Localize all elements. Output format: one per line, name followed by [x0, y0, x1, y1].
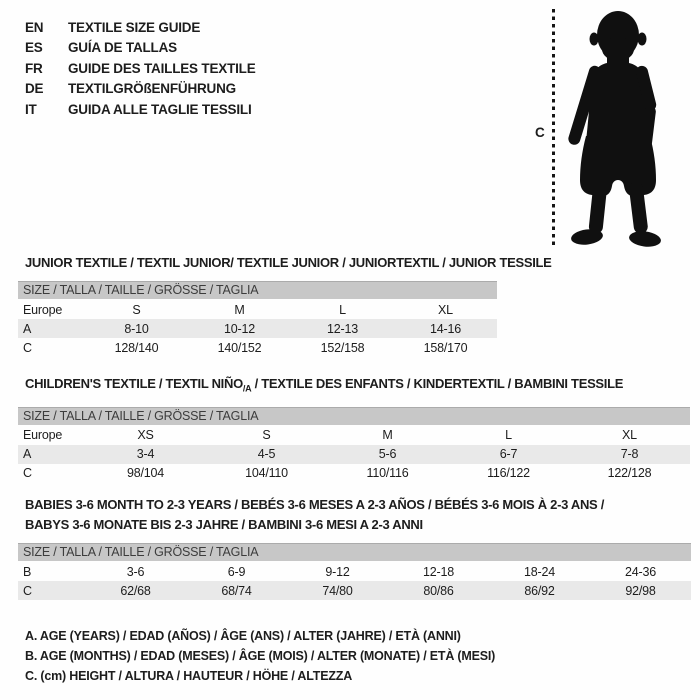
lang-label: TEXTILGRÖßENFÜHRUNG — [68, 81, 236, 97]
size-cell: 6-9 — [227, 564, 246, 579]
size-table-babies — [18, 562, 691, 600]
table-row — [18, 300, 497, 319]
size-cell: 68/74 — [221, 583, 252, 598]
size-cell: M — [234, 302, 245, 317]
table-title-line1: BABIES 3-6 MONTH TO 2-3 YEARS / BEBÉS 3-6 MESES A 2-3 AÑOS / BÉBÉS 3-6 MOIS À 2-3 ANS / — [25, 497, 605, 512]
note-age-months: B. AGE (MONTHS) / EDAD (MESES) / ÂGE (MOIS) / ALTER (MONATE) / ETÀ (MESI) — [25, 649, 496, 663]
table-title — [25, 495, 691, 535]
lang-row-es — [25, 38, 256, 59]
size-cell: 74/80 — [322, 583, 353, 598]
size-cell: 3-6 — [126, 564, 145, 579]
table-title-line2: BABYS 3-6 MONATE BIS 2-3 JAHRE / BAMBINI 3-6 MESI A 2-3 ANNI — [25, 517, 423, 532]
size-cell: 18-24 — [524, 564, 555, 579]
table-title-text: / TEXTILE DES ENFANTS / KINDERTEXTIL / BAMBINI TESSILE — [251, 376, 624, 391]
table-section-junior — [18, 255, 552, 357]
size-table-children — [18, 426, 690, 483]
size-cell: 92/98 — [625, 583, 656, 598]
size-cell: 24-36 — [625, 564, 656, 579]
lang-label: GUIDA ALLE TAGLIE TESSILI — [68, 101, 252, 117]
table-title: JUNIOR TEXTILE / TEXTIL JUNIOR/ TEXTILE JUNIOR / JUNIORTEXTIL / JUNIOR TESSILE — [25, 255, 552, 270]
legend-notes — [25, 626, 495, 686]
size-cell: 62/68 — [120, 583, 151, 598]
size-table-junior — [18, 300, 497, 357]
lang-code: DE — [25, 81, 44, 97]
size-cell: 12-18 — [423, 564, 454, 579]
note-age-years: A. AGE (YEARS) / EDAD (AÑOS) / ÂGE (ANS) / ALTER (JAHRE) / ETÀ (ANNI) — [25, 629, 461, 643]
size-cell: XL — [438, 302, 453, 317]
size-cell: 116/122 — [487, 466, 530, 481]
table-title-text: CHILDREN'S TEXTILE / TEXTIL NIÑO — [25, 376, 243, 391]
size-cell: 4-5 — [257, 447, 276, 462]
size-cell: 86/92 — [524, 583, 555, 598]
size-header-bar: SIZE / TALLA / TAILLE / GRÖSSE / TAGLIA — [18, 281, 497, 299]
lang-row-it — [25, 99, 256, 120]
height-marker-label: C — [535, 125, 545, 140]
size-cell: XL — [622, 428, 637, 443]
size-header-bar: SIZE / TALLA / TAILLE / GRÖSSE / TAGLIA — [18, 543, 691, 561]
size-cell: 14-16 — [430, 321, 461, 336]
size-cell: 5-6 — [378, 447, 397, 462]
lang-label: GUÍA DE TALLAS — [68, 40, 177, 56]
row-label-cell: A — [23, 447, 32, 462]
size-cell: 104/110 — [245, 466, 288, 481]
size-cell: 9-12 — [325, 564, 350, 579]
row-label-cell: C — [23, 583, 32, 598]
size-cell: S — [132, 302, 141, 317]
lang-row-de — [25, 79, 256, 100]
size-cell: 12-13 — [327, 321, 358, 336]
row-label-cell: A — [23, 321, 32, 336]
table-row — [18, 319, 497, 338]
lang-code: EN — [25, 19, 44, 35]
row-label-cell: C — [23, 340, 32, 355]
size-cell: 8-10 — [124, 321, 149, 336]
size-cell: 110/116 — [366, 466, 409, 481]
size-cell: 10-12 — [224, 321, 255, 336]
size-cell: L — [339, 302, 346, 317]
height-dashed-line — [552, 9, 555, 245]
lang-code: FR — [25, 60, 43, 76]
table-section-babies — [18, 495, 691, 600]
table-section-children — [18, 377, 690, 483]
size-cell: 152/158 — [320, 340, 365, 355]
table-row — [18, 581, 691, 600]
row-label-cell: B — [23, 564, 32, 579]
size-cell: 98/104 — [126, 466, 165, 481]
table-row — [18, 562, 691, 581]
size-cell: L — [505, 428, 512, 443]
size-header-bar: SIZE / TALLA / TAILLE / GRÖSSE / TAGLIA — [18, 407, 690, 425]
size-cell: 80/86 — [423, 583, 454, 598]
language-list — [25, 17, 256, 120]
size-cell: 140/152 — [217, 340, 262, 355]
lang-code: ES — [25, 40, 43, 56]
size-cell: 122/128 — [607, 466, 652, 481]
table-title-sub: /A — [242, 383, 252, 394]
table-title — [25, 377, 690, 396]
row-label-cell: Europe — [23, 428, 63, 443]
row-label-cell: C — [23, 466, 32, 481]
table-row — [18, 338, 497, 357]
size-cell: 128/140 — [114, 340, 159, 355]
lang-row-en — [25, 17, 256, 38]
size-cell: M — [382, 428, 393, 443]
table-row — [18, 464, 690, 483]
note-height-cm: C. (cm) HEIGHT / ALTURA / HAUTEUR / HÖHE / ALTEZZA — [25, 669, 353, 683]
lang-code: IT — [25, 101, 37, 117]
size-cell: XS — [137, 428, 154, 443]
table-row — [18, 426, 690, 445]
lang-label: TEXTILE SIZE GUIDE — [68, 19, 201, 35]
size-cell: 158/170 — [423, 340, 468, 355]
size-cell: 7-8 — [620, 447, 639, 462]
size-cell: 6-7 — [499, 447, 518, 462]
lang-row-fr — [25, 58, 256, 79]
lang-label: GUIDE DES TAILLES TEXTILE — [68, 60, 256, 76]
row-label-cell: Europe — [23, 302, 63, 317]
table-row — [18, 445, 690, 464]
size-cell: S — [262, 428, 271, 443]
size-cell: 3-4 — [136, 447, 155, 462]
toddler-silhouette — [555, 8, 690, 248]
